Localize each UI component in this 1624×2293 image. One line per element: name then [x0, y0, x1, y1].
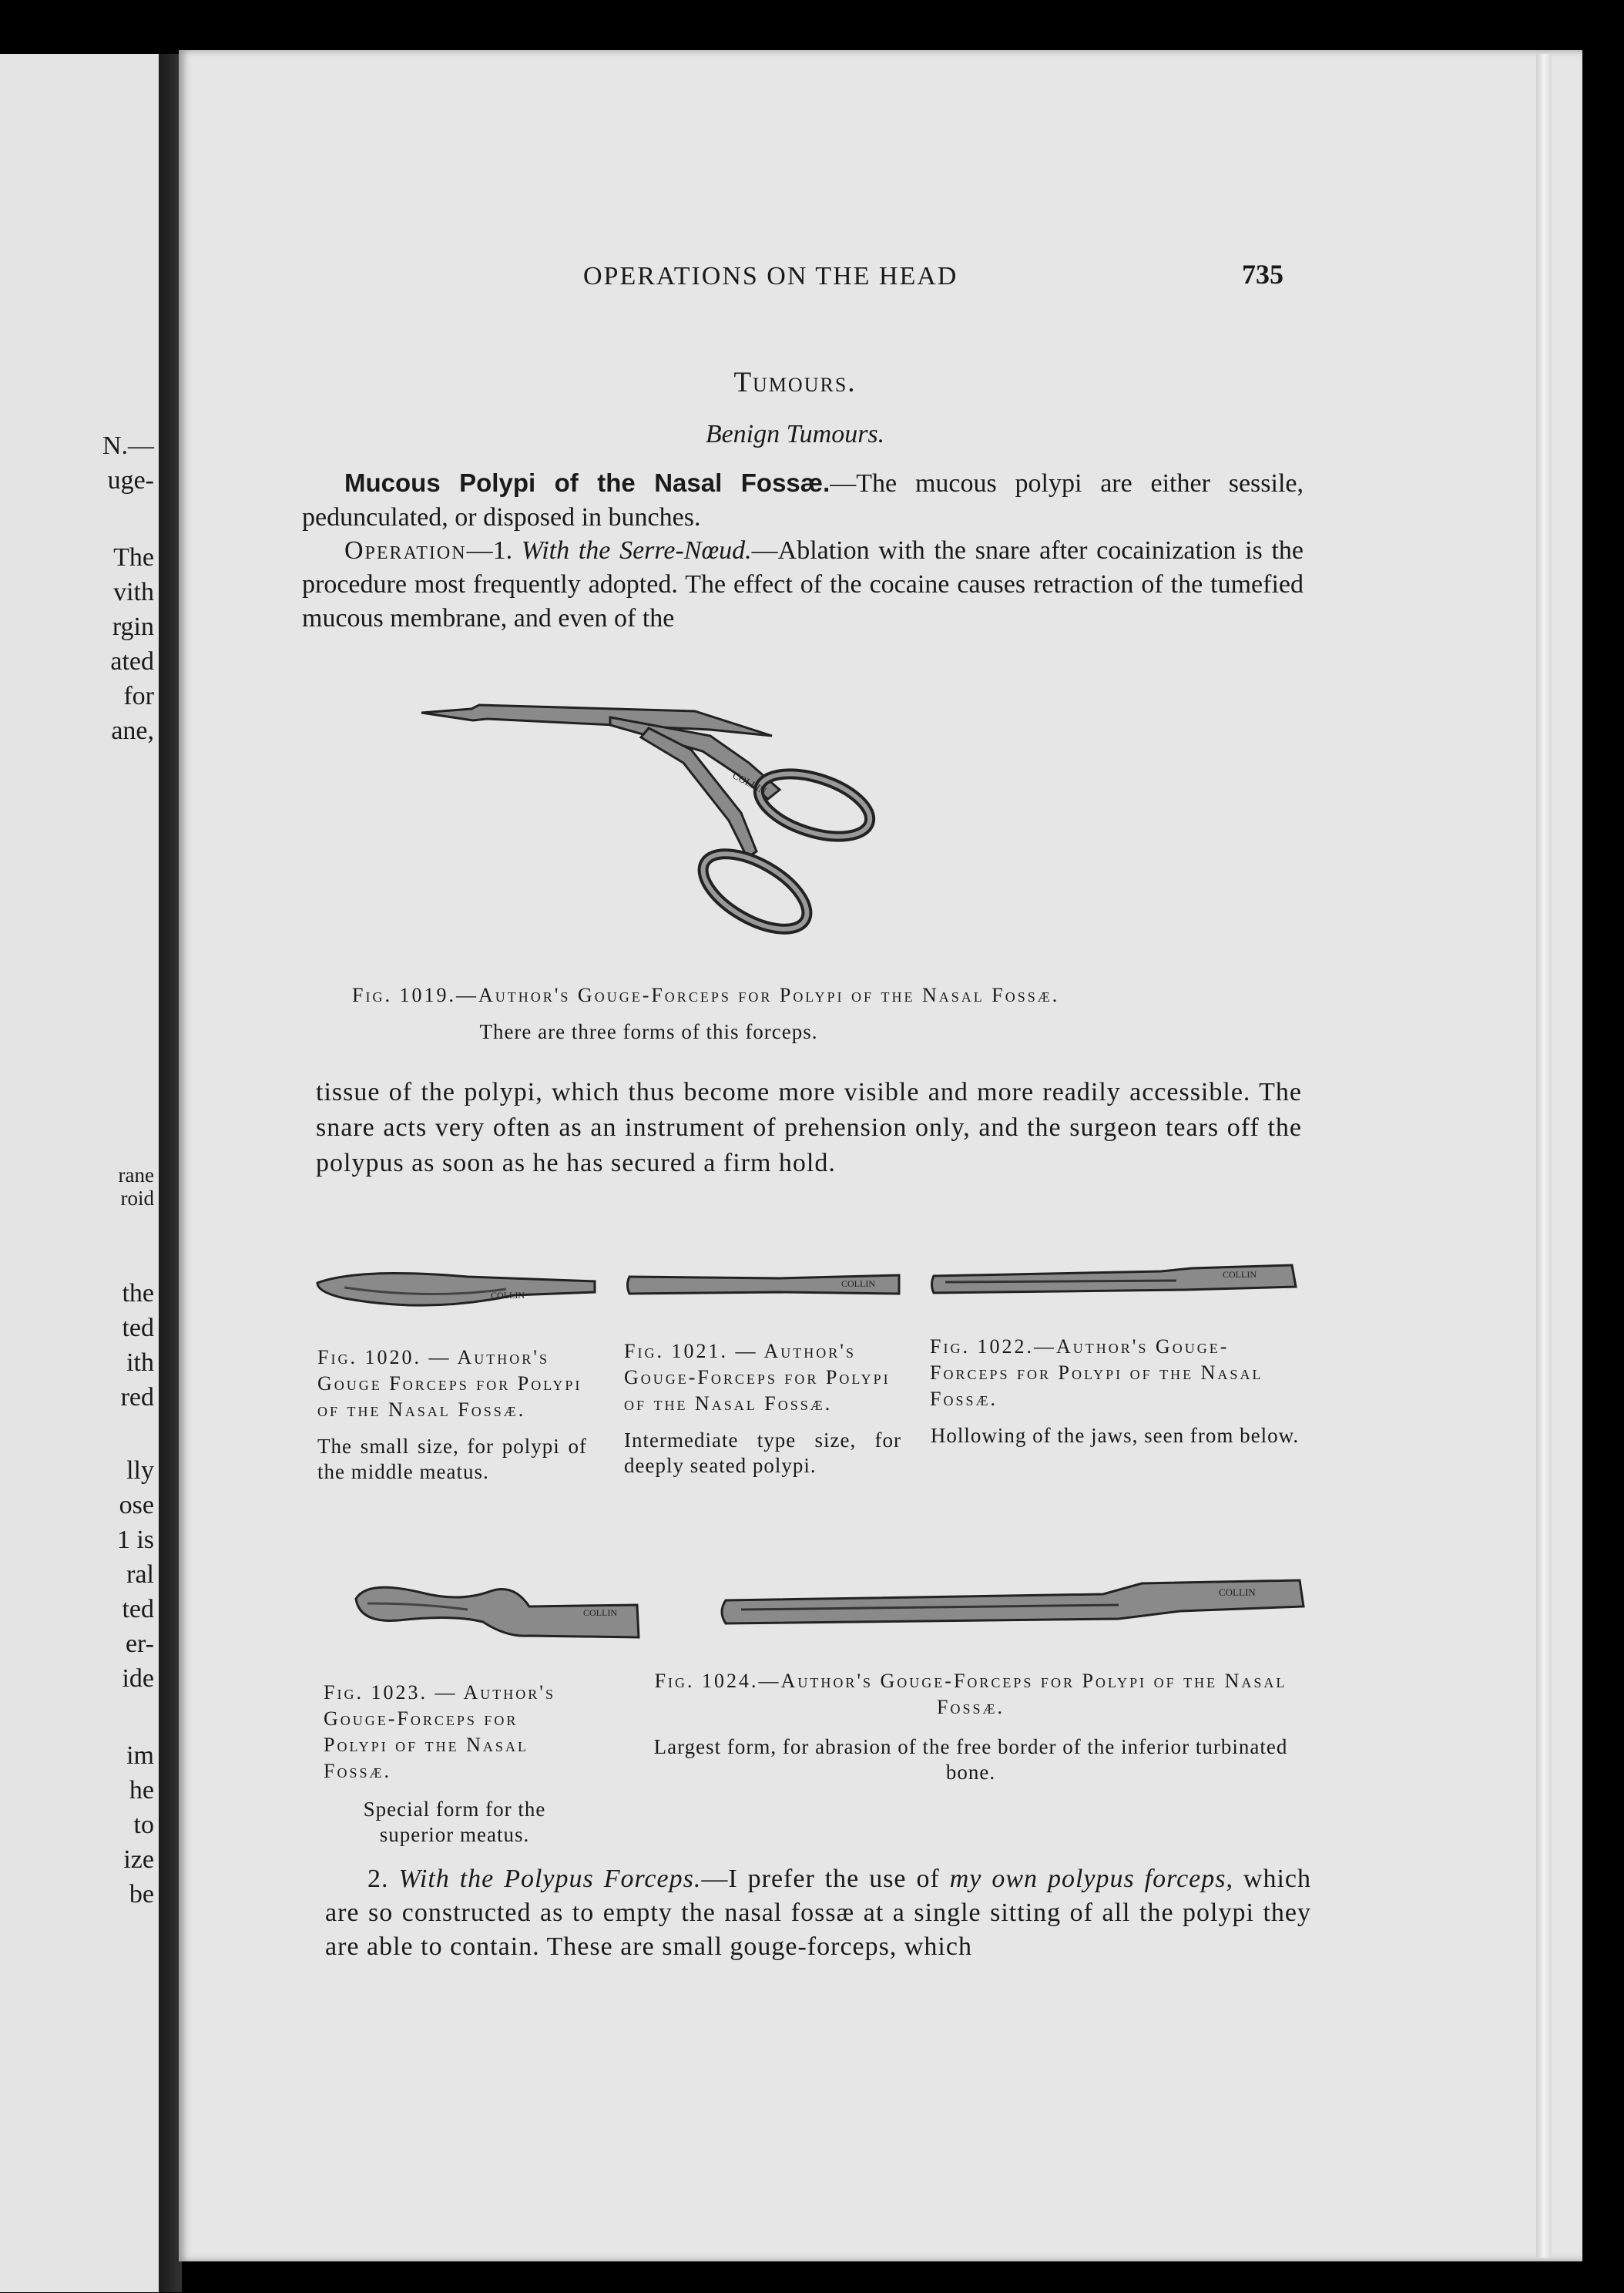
- figure-1019-description: There are three forms of this forceps.: [479, 1020, 818, 1043]
- paragraph-polypus-forceps: 2. With the Polypus Forceps.—I prefer the use of my own polypus forceps, which are so constructed as to empty the nasal fossæ at a single sitting of all the polypi they are able to contain. These are small gouge-forceps, which: [325, 1865, 1312, 1961]
- engraving-mark: COLLIN: [730, 769, 769, 797]
- figure-1024-block: [639, 1668, 1302, 1785]
- emphasis: my own polypus forceps: [949, 1865, 1226, 1893]
- engraving-mark: COLLIN: [583, 1607, 617, 1618]
- figure-1020-description: The small size, for polypi of the middle meatus.: [317, 1435, 587, 1483]
- left-page-fragment: ith: [126, 1348, 154, 1377]
- left-page-fragment: for: [123, 682, 154, 710]
- figure-1021-description: Intermediate type size, for deeply seated polypi.: [624, 1429, 901, 1477]
- figure-1019-forceps: [418, 690, 911, 975]
- left-page-fragment: ane,: [111, 717, 154, 745]
- figure-1023-block: [324, 1680, 586, 1848]
- page-number: 735: [1242, 259, 1283, 290]
- engraving-mark: COLLIN: [491, 1290, 525, 1301]
- figure-1019-caption: Fig. 1019.—Author's Gouge-Forceps for Polypi of the Nasal Fossæ.: [352, 984, 1060, 1006]
- paragraph-operation: Operation—1. With the Serre-Nœud.—Ablation with the snare after cocainization is the procedure most frequently adopted. The effect of the cocaine causes retraction of the tumefied mucous membrane, and even of the: [302, 536, 1304, 633]
- left-page-fragment: he: [129, 1776, 154, 1805]
- operation-label: Operation: [344, 536, 467, 565]
- left-page-fragment: 1 is: [116, 1526, 154, 1554]
- left-page-fragment: ted: [122, 1595, 154, 1623]
- section-heading: Tumours.: [733, 367, 857, 398]
- figure-1020-forceps: [314, 1260, 599, 1314]
- engraving-mark: COLLIN: [1223, 1269, 1257, 1280]
- left-page-fragment: ize: [123, 1845, 154, 1874]
- left-page: [0, 54, 159, 2292]
- engraving-mark: COLLIN: [841, 1278, 875, 1289]
- figure-1022-caption: Fig. 1022.—Author's Gouge-Forceps for Polypi of the Nasal Fossæ.: [930, 1335, 1263, 1410]
- operation-method: With the Serre-Nœud.: [521, 536, 752, 565]
- left-page-fragment: rane: [118, 1163, 154, 1187]
- figure-1022-forceps: [930, 1256, 1300, 1302]
- figure-1023-forceps: [352, 1576, 645, 1660]
- page-edge: [1536, 54, 1552, 2258]
- paragraph-snare: tissue of the polypi, which thus become more visible and more readily accessible. The snare acts very often as an instrument of prehension only, and the surgeon tears off the polypus as soon as he has secured a firm hold.: [316, 1078, 1302, 1177]
- left-page-fragment: er-: [125, 1630, 154, 1658]
- engraving-mark: COLLIN: [1219, 1586, 1256, 1598]
- method-title: With the Polypus Forceps.: [398, 1865, 702, 1893]
- left-page-fragment: roid: [120, 1187, 154, 1210]
- figure-1020-caption: Fig. 1020. — Author's Gouge Forceps for Polypi of the Nasal Fossæ.: [317, 1346, 582, 1421]
- left-page-fragment: rgin: [112, 613, 154, 641]
- paragraph-text: —The mucous polypi are either sessile, pedunculated, or disposed in bunches.: [302, 469, 1304, 532]
- figure-1021-block: [624, 1338, 901, 1479]
- left-page-fragment: lly: [126, 1456, 154, 1485]
- figure-1024-description: Largest form, for abrasion of the free border of the inferior turbinated bone.: [653, 1735, 1288, 1784]
- figure-1022-block: [930, 1334, 1300, 1449]
- figure-1020-block: [317, 1345, 587, 1485]
- left-page-fragment: be: [129, 1880, 154, 1909]
- left-page-fragment: ide: [122, 1664, 154, 1693]
- section-subheading: Benign Tumours.: [705, 420, 885, 448]
- left-page-fragment: vith: [113, 578, 154, 606]
- left-page-fragment: im: [126, 1741, 154, 1770]
- left-page-fragment: to: [133, 1811, 154, 1839]
- left-page-fragment: ated: [110, 647, 154, 676]
- left-page-fragment: N.—: [102, 431, 154, 460]
- left-page-fragment: ral: [126, 1560, 154, 1589]
- left-page-fragment: uge-: [107, 466, 154, 495]
- left-page-fragment: ose: [119, 1491, 154, 1519]
- left-page-fragment: The: [113, 543, 154, 572]
- paragraph-mucous-polypi: [302, 466, 1304, 535]
- figure-1021-forceps: [626, 1260, 903, 1306]
- figure-1023-caption: Fig. 1023. — Author's Gouge-Forceps for Polypi of the Nasal Fossæ.: [324, 1681, 555, 1782]
- running-header: OPERATIONS ON THE HEAD: [583, 262, 958, 290]
- figure-1022-description: Hollowing of the jaws, seen from below.: [930, 1424, 1300, 1447]
- figure-1024-forceps: [718, 1576, 1311, 1637]
- figure-1024-caption: Fig. 1024.—Author's Gouge-Forceps for Polypi of the Nasal Fossæ.: [654, 1670, 1287, 1718]
- left-page-fragment: ted: [122, 1314, 154, 1342]
- right-page: [179, 50, 1582, 2261]
- paragraph-lead: Mucous Polypi of the Nasal Fossæ.: [344, 468, 830, 497]
- left-page-fragment: the: [122, 1279, 154, 1308]
- figure-1021-caption: Fig. 1021. — Author's Gouge-Forceps for Polypi of the Nasal Fossæ.: [624, 1340, 891, 1415]
- figure-1023-description: Special form for the superior meatus.: [363, 1798, 546, 1846]
- paragraph-text: —Ablation with the snare after cocainization is the procedure most frequently adopted. The effect of the cocaine causes retraction of the tumefied mucous membrane, and even of the: [302, 536, 1304, 633]
- left-page-fragment: red: [120, 1383, 154, 1412]
